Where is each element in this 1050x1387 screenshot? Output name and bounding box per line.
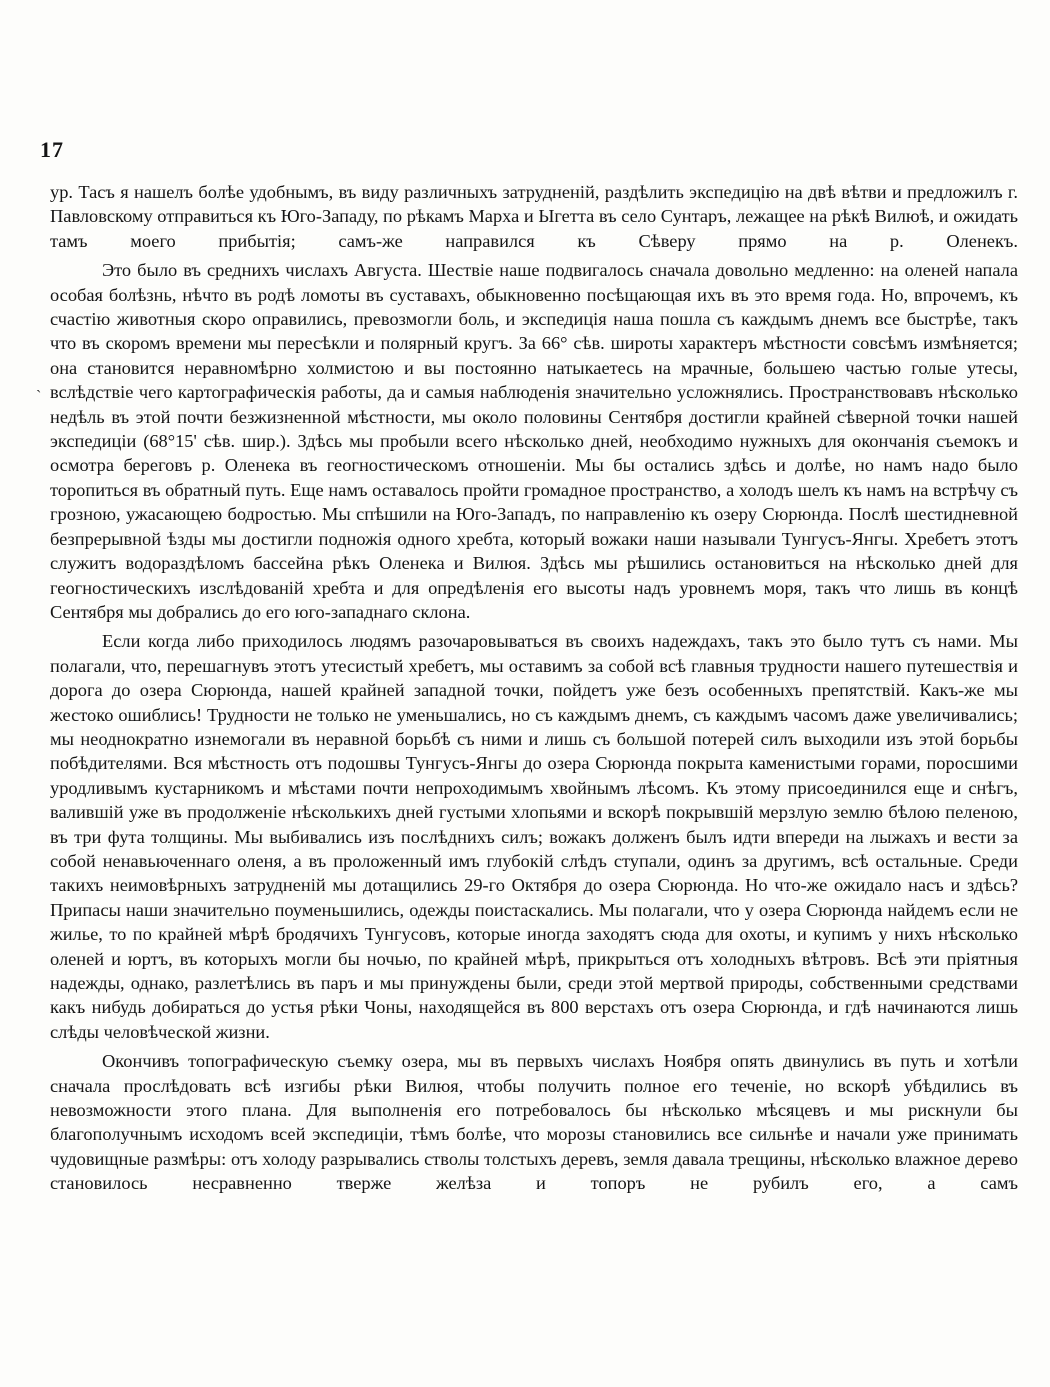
paragraph-august-journey: Это было въ среднихъ числахъ Августа. Шествіе наше подвигалось сначала довольно медленно: на оленей напала особая болѣзнь, нѣчто въ родѣ ломоты въ суставахъ, обыкновенно посѣщающая ихъ въ это время года. Но, впрочемъ, къ счастію животныя скоро оправились, превозмогли боль, и экспедиція наша пошла съ каждымъ днемъ все быстрѣе, такъ что въ скоромъ времени мы пересѣкли и полярный кругъ. За 66° сѣв. широты характеръ мѣстности совсѣмъ измѣняется; она становится неравномѣрно холмистою и вы постоянно натыкаетесь на мрачные, большею частью голые утесы, вслѣдствіе чего картографическія работы, да и самыя наблюденія значительно усложнялись. Пространствовавъ нѣсколько недѣль въ этой почти безжизненной мѣстности, мы около половины Сентября достигли крайней сѣверной точки нашей экспедиціи (68°15' сѣв. шир.). Здѣсь мы пробыли всего нѣсколько дней, необходимо нужныхъ для окончанія съемокъ и осмотра береговъ р. Оленека въ геогностическомъ отношеніи. Мы бы остались здѣсь и долѣе, но намъ надо было торопиться въ обратный путь. Еще намъ оставалось пройти громадное пространство, а холодъ шелъ къ намъ на встрѣчу съ грозною, ужасающею бодростью. Мы спѣшили на Юго-Западъ, по направленію къ озеру Сюрюнда. Послѣ шестидневной безпрерывной ѣзды мы достигли подножія одного хребта, который вожаки наши называли Тунгусъ-Янгы. Хребетъ этотъ служитъ водораздѣломъ бассейна рѣкъ Оленека и Вилюя. Здѣсь мы рѣшились остановиться на нѣсколько дней для геогностическихъ изслѣдованій хребта и для опредѣленія его высоты надъ уровнемъ моря, такъ что лишь въ концѣ Сентября мы добрались до его юго-западнаго склона. [50, 260, 1018, 622]
paragraph-disappointment: Если когда либо приходилось людямъ разочаровываться въ своихъ надеждахъ, такъ это было тутъ съ нами. Мы полагали, что, перешагнувъ этотъ утесистый хребетъ, мы оставимъ за собой всѣ главныя трудности нашего путешествія и дорога до озера Сюрюнда, нашей крайней западной точки, пойдетъ уже безъ особенныхъ препятствій. Какъ-же мы жестоко ошиблись! Трудности не только не уменьшались, но съ каждымъ днемъ, съ каждымъ часомъ даже увеличивались; мы неоднократно изнемогали въ неравной борьбѣ съ ними и лишь съ большой потерей силъ выходили изъ этой борьбы побѣдителями. Вся мѣстность отъ подошвы Тунгусъ-Янгы до озера Сюрюнда покрыта каменистыми горами, поросшими уродливымъ кустарникомъ и мѣстами почти непроходимымъ хвойнымъ лѣсомъ. Къ этому присоединился еще и снѣгъ, валившій уже въ продолженіе нѣсколькихъ дней густыми хлопьями и вскорѣ покрывшій мерзлую землю бѣлою пеленою, въ три фута толщины. Мы выбивались изъ послѣднихъ силъ; вожакъ долженъ былъ идти впереди на лыжахъ и вести за собой ненавьюченнаго оленя, а въ проложенный имъ глубокій слѣдъ ступали, одинъ за другимъ, всѣ остальные. Среди такихъ неимовѣрныхъ затрудненій мы дотащились 29-го Октября до озера Сюрюнда. Но что-же ожидало насъ и здѣсь? Припасы наши значительно поуменьшились, одежды поистаскались. Мы полагали, что у озера Сюрюнда найдемъ если не жилье, то по крайней мѣрѣ бродячихъ Тунгусовъ, которые иногда заходятъ сюда для охоты, и купимъ у нихъ нѣсколько оленей и юртъ, въ которыхъ могли бы ночью, по крайней мѣрѣ, прикрыться отъ холодныхъ вѣтровъ. Всѣ эти пріятныя надежды, однако, разлетѣлись въ паръ и мы принуждены были, среди этой мертвой природы, собственными средствами какъ нибудь добираться до устья рѣки Чоны, находящейся въ 800 верстахъ отъ озера Сюрюнда, и гдѣ начинаются лишь слѣды человѣческой жизни. [50, 631, 1018, 1042]
paragraph-november: Окончивъ топографическую съемку озера, мы въ первыхъ числахъ Ноября опять двинулись въ путь и хотѣли сначала прослѣдовать всѣ изгибы рѣки Вилюя, чтобы получить полное его теченіе, но вскорѣ убѣдились въ невозможности этого плана. Для выполненія его потребовалось бы нѣсколько мѣсяцевъ и мы рискнули бы благополучнымъ исходомъ всей экспедиціи, тѣмъ болѣе, что морозы становились все сильнѣе и начали уже принимать чудовищные размѣры: отъ холоду разрывались стволы толстыхъ деревъ, земля давала трещины, нѣсколько влажное дерево становилось несравненно тверже желѣза и топоръ не рубилъ его, а самъ [50, 1051, 1018, 1194]
margin-mark: ˏ [36, 376, 42, 393]
page-number: 17 [40, 137, 64, 162]
paragraph-continuation: ур. Тасъ я нашелъ болѣе удобнымъ, въ виду различныхъ затрудненій, раздѣлить экспедицію на двѣ вѣтви и предложилъ г. Павловскому отправиться къ Юго-Западу, по рѣкамъ Марха и Ыгетта въ село Сунтаръ, лежащее на рѣкѣ Вилюѣ, и ожидать тамъ моего прибытія; самъ-же направился къ Сѣверу прямо на р. Оленекъ. [50, 182, 1018, 251]
body-text [50, 180, 1018, 1201]
